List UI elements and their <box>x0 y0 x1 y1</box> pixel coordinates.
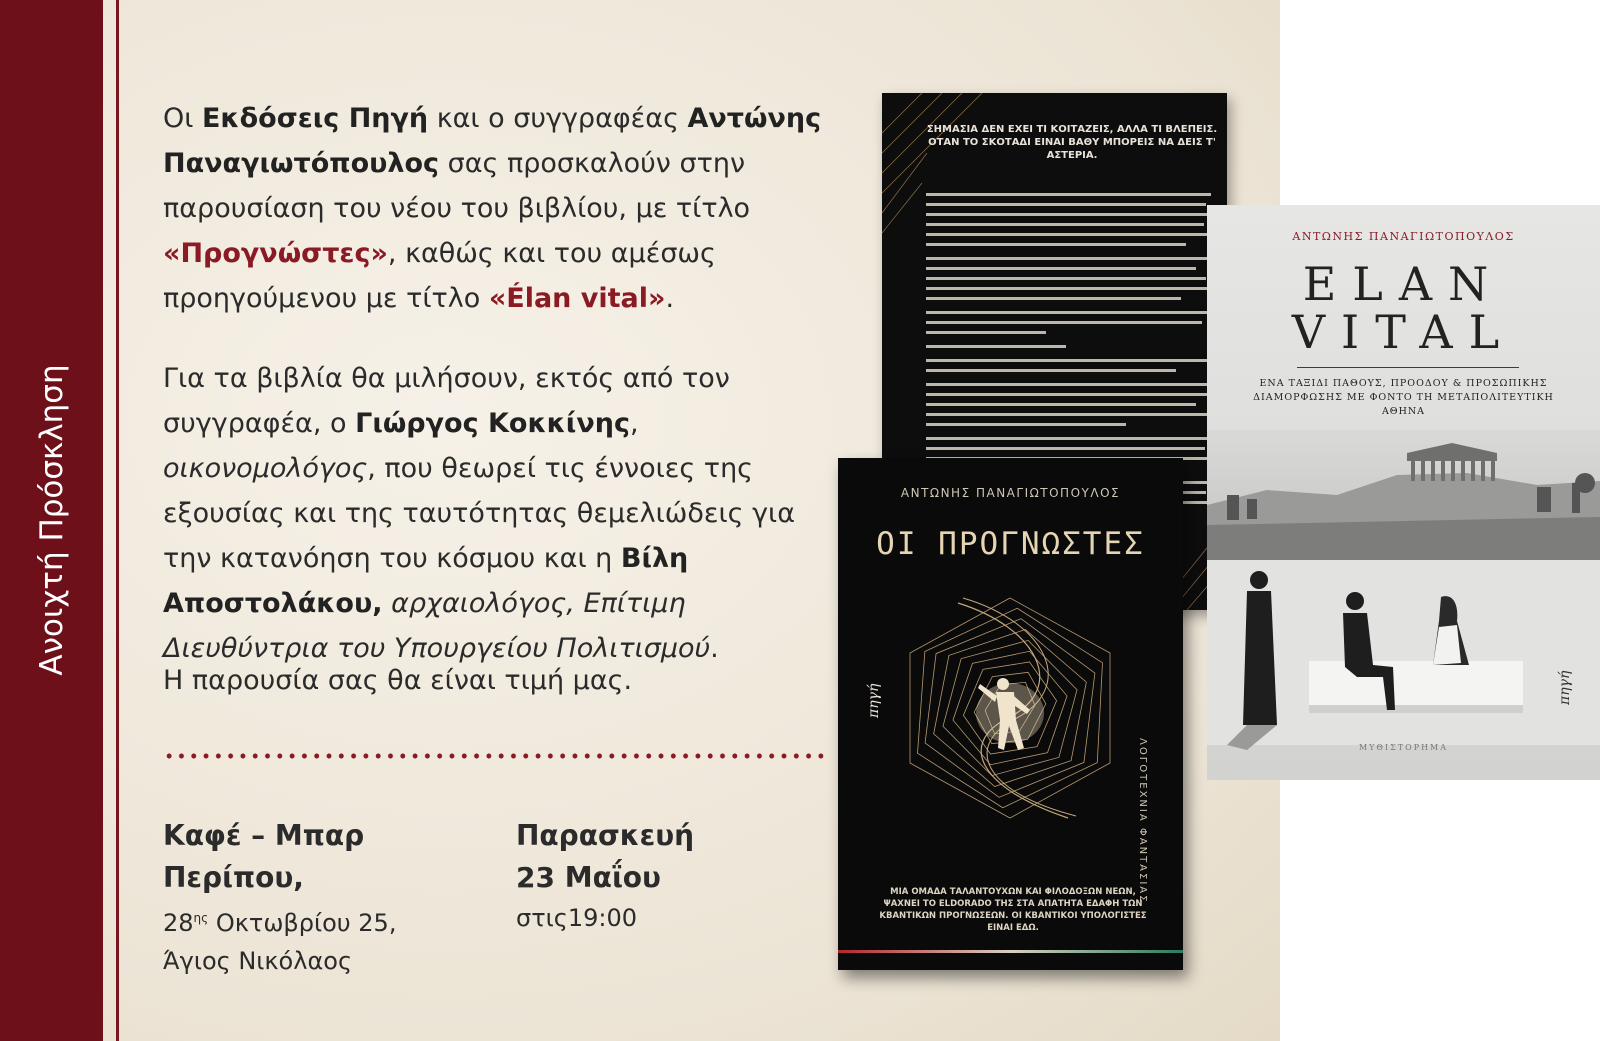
invitation-paragraph-2 <box>163 356 833 671</box>
front-cover-genre: ΛΟΓΟΤΕΧΝΙΑ ΦΑΝΤΑΣΙΑΣ <box>1137 738 1148 904</box>
text: , που θεωρεί τις έννοιες της εξουσίας και της ταυτότητας θεμελιώδεις για την κατανόηση του κόσμου και η <box>163 453 795 574</box>
date-block <box>516 815 796 937</box>
speaker-name-2: Βίλη Αποστολάκου, <box>163 543 689 619</box>
elan-cover-subtitle: ΕΝΑ ΤΑΞΙΔΙ ΠΑΘΟΥΣ, ΠΡΟΟΔΟΥ & ΠΡΟΣΩΠΙΚΗΣ ΔΙΑΜΟΡΦΩΣΗΣ ΜΕ ΦΟΝΤΟ ΤΗ ΜΕΤΑΠΟΛΙΤΕΥΤΙΚΗ ΑΘΗΝΑ <box>1253 378 1554 417</box>
sidebar-title: Ανοιχτή Πρόσκληση <box>34 364 70 676</box>
address-ordinal: ης <box>193 911 209 925</box>
elan-cover-genre: ΜΥΘΙΣΤΟΡΗΜΑ <box>1358 743 1449 752</box>
publisher-name: Εκδόσεις Πηγή <box>201 103 429 134</box>
venue-address <box>163 899 483 942</box>
speaker-role-1: οικονομολόγος <box>163 453 368 484</box>
text: και ο συγγραφέας <box>428 103 688 134</box>
speaker-role-2: αρχαιολόγος, Επίτιμη Διευθύντρια του Υπουργείου Πολιτισμού <box>163 588 711 664</box>
elan-cover-publisher-logo: πηγή <box>1557 670 1573 705</box>
text: . <box>665 283 675 314</box>
front-cover-blurb: ΜΙΑ ΟΜΑΔΑ ΤΑΛΑΝΤΟΥΧΩΝ ΚΑΙ ΦΙΛΟΔΟΞΩΝ ΝΕΩΝ, ΨΑΧΝΕΙ ΤΟ ELDORADO ΤΗΣ ΣΤΑ ΑΠΑΤΗΤΑ ΕΔΑΦΗ ΤΩΝ ΚΒΑΝΤΙΚΩΝ ΠΡΟΓΝΩΣΕΩΝ. ΟΙ ΚΒΑΝΤΙΚΟΙ ΥΠΟΛΟΓΙΣΤΕΣ ΕΙΝΑΙ ΕΔΩ. <box>879 887 1147 933</box>
front-cover-title: ΟΙ ΠΡΟΓΝΩΣΤΕΣ <box>876 526 1145 562</box>
back-cover-quote: ΣΗΜΑΣΙΑ ΔΕΝ ΕΧΕΙ ΤΙ ΚΟΙΤΑΖΕΙΣ, ΑΛΛΑ ΤΙ ΒΛΕΠΕΙΣ. ΟΤΑΝ ΤΟ ΣΚΟΤΑΔΙ ΕΙΝΑΙ ΒΑΘΥ ΜΠΟΡΕΙΣ ΝΑ ΔΕΙΣ Τ' ΑΣΤΕΡΙΑ. <box>926 124 1218 161</box>
text: Για τα βιβλία θα μιλήσουν, εκτός από τον συγγραφέα, ο <box>163 363 730 439</box>
front-cover-publisher-logo: πηγή <box>866 683 882 718</box>
text: , <box>629 408 639 439</box>
sidebar-divider <box>116 0 119 1041</box>
elan-vital-cover <box>1207 205 1600 780</box>
front-cover-author: ΑΝΤΩΝΗΣ ΠΑΝΑΓΙΩΤΟΠΟΥΛΟΣ <box>900 486 1121 500</box>
invitation-paragraph-3: Η παρουσία σας θα είναι τιμή μας. <box>163 665 633 696</box>
event-day: Παρασκευή <box>516 819 695 852</box>
book-title-prognostes: «Προγνώστες» <box>163 238 388 269</box>
prognostes-front-cover <box>838 458 1183 970</box>
elan-cover-title-line-1: ELAN <box>1302 257 1505 311</box>
venue-city: Άγιος Νικόλαος <box>163 947 353 975</box>
dotted-divider <box>163 753 829 759</box>
author-name: Αντώνης Παναγιωτόπουλος <box>163 103 822 179</box>
front-cover-color-stripe <box>838 950 1183 953</box>
text: , καθώς και του αμέσως προηγούμενου με τίτλο <box>163 238 716 314</box>
text <box>382 588 391 619</box>
address-number: 28 <box>163 909 194 937</box>
text: Οι <box>163 103 202 134</box>
address-street: Οκτωβρίου 25, <box>208 909 397 937</box>
venue-block <box>163 815 483 980</box>
elan-cover-title-line-2: VITAL <box>1291 305 1516 359</box>
event-date: 23 Μαΐου <box>516 861 661 894</box>
venue-name-line-1: Καφέ – Μπαρ <box>163 819 365 852</box>
invitation-paragraph-1 <box>163 96 833 321</box>
venue-name-line-2: Περίπου, <box>163 861 304 894</box>
elan-cover-author: ΑΝΤΩΝΗΣ ΠΑΝΑΓΙΩΤΟΠΟΥΛΟΣ <box>1292 230 1515 243</box>
event-time: στις19:00 <box>516 904 638 932</box>
book-title-elan-vital: «Élan vital» <box>488 283 666 314</box>
acropolis-and-figures-photo <box>1207 205 1600 780</box>
text: σας προσκαλούν στην παρουσίαση του νέου του βιβλίου, με τίτλο <box>163 148 751 224</box>
speaker-name-1: Γιώργος Κοκκίνης <box>355 408 630 439</box>
text: . <box>710 633 719 664</box>
sidebar-band <box>0 0 103 1041</box>
